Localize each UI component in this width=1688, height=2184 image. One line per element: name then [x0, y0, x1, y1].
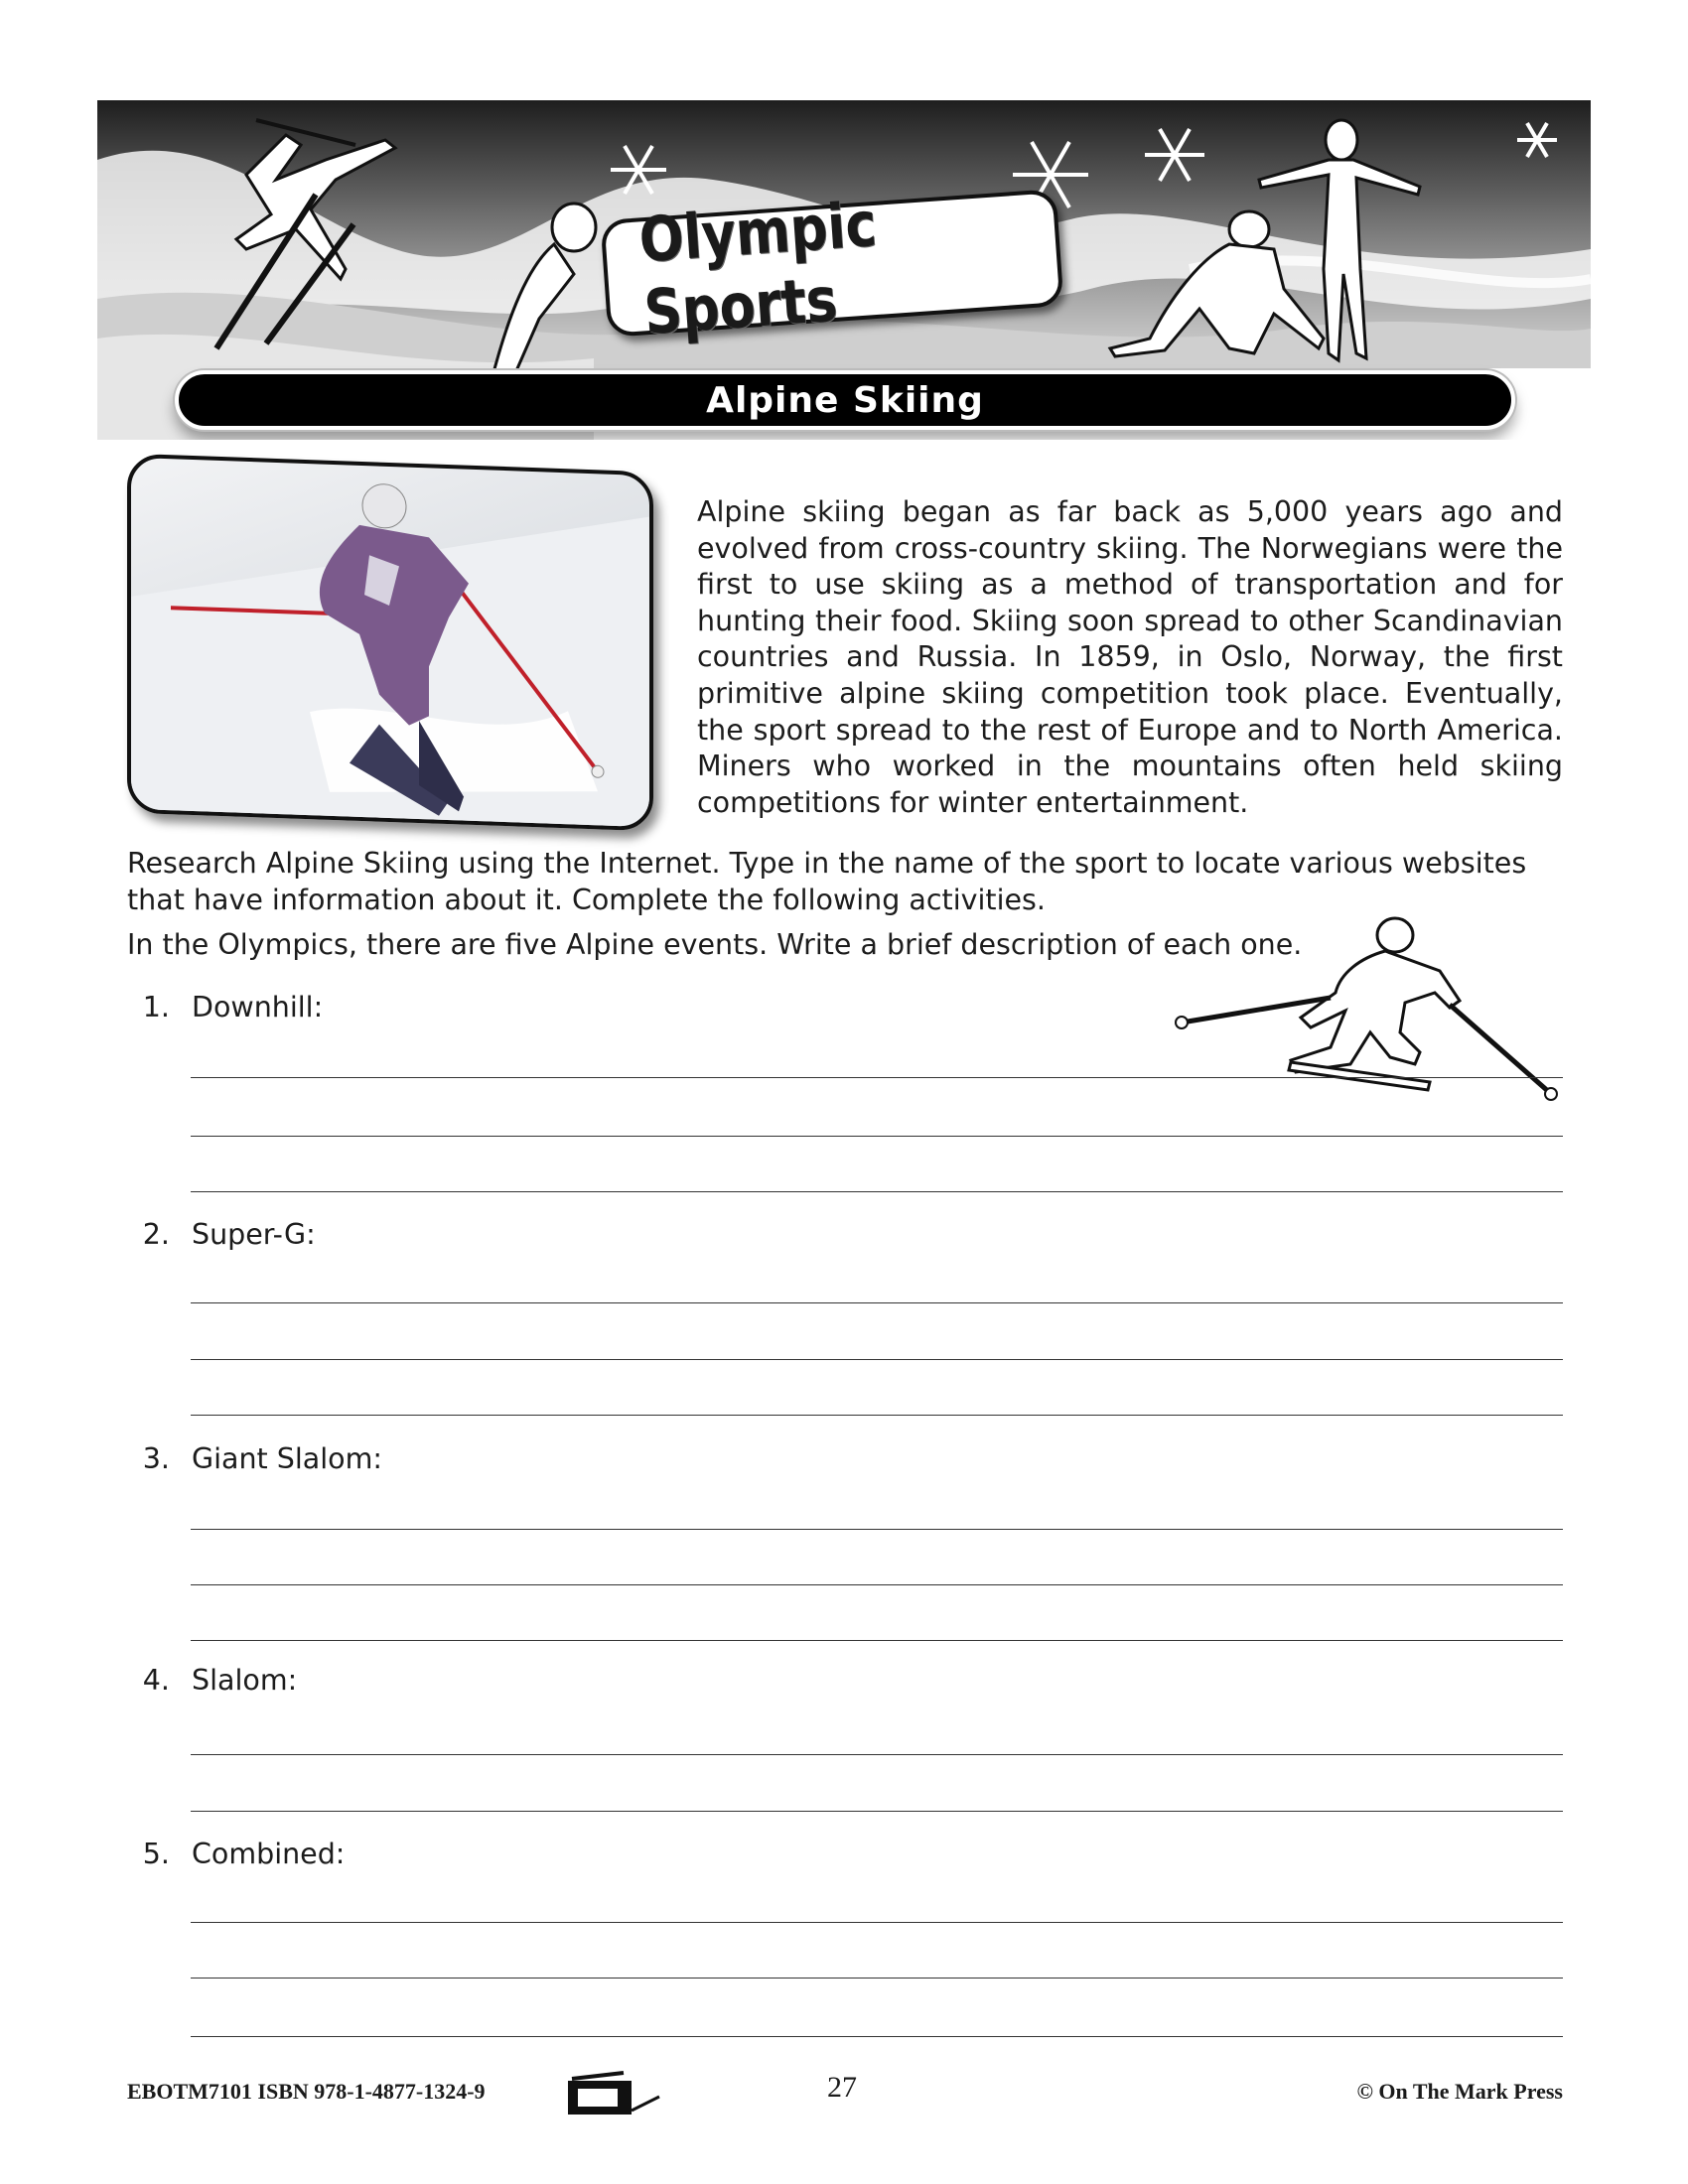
topic-title: Alpine Skiing — [706, 379, 984, 421]
answer-line-combined-3[interactable] — [191, 2036, 1563, 2037]
answer-line-giant-slalom-2[interactable] — [191, 1584, 1563, 1585]
question-number: 1. — [142, 991, 170, 1024]
answer-line-slalom-2[interactable] — [191, 1811, 1563, 1812]
answer-line-giant-slalom-3[interactable] — [191, 1640, 1563, 1641]
page-footer — [127, 2071, 1563, 2111]
series-title-plate — [600, 187, 1063, 349]
intro-paragraph: Alpine skiing began as far back as 5,000 years ago and evolved from cross-country skiing. The Norwegians were the first to use skiing as a method of transportation and for hunting their food. Skiing soon spread to other Scandinavian countries and Russia. In 1859, in Oslo, Norway, the first primitive alpine skiing competition took place. Eventually, the sport spread to the rest of Europe and to North America. Miners who worked in the mountains often held skiing competitions for winter entertainment. — [697, 495, 1563, 819]
answer-line-combined-2[interactable] — [191, 1978, 1563, 1979]
question-combined — [136, 1838, 345, 1870]
question-number: 3. — [142, 1442, 170, 1475]
answer-line-downhill-1[interactable] — [191, 1077, 1563, 1078]
copyright: © On The Mark Press — [1356, 2079, 1563, 2104]
topic-title-bar — [175, 370, 1515, 430]
question-super-g — [136, 1218, 316, 1251]
events-prompt: In the Olympics, there are five Alpine events. Write a brief description of each one. — [127, 928, 1303, 961]
answer-line-downhill-2[interactable] — [191, 1136, 1563, 1137]
question-label: Combined: — [192, 1838, 346, 1870]
answer-line-combined-1[interactable] — [191, 1922, 1563, 1923]
answer-line-super-g-2[interactable] — [191, 1359, 1563, 1360]
question-label: Super-G: — [192, 1218, 316, 1251]
skier-photo-illustration — [131, 458, 653, 831]
slalom-skier-icon — [1172, 913, 1569, 1112]
header-banner — [97, 100, 1591, 440]
computer-icon — [564, 2071, 663, 2116]
series-title: Olympic Sports — [636, 187, 879, 349]
question-number: 5. — [142, 1838, 170, 1870]
answer-line-slalom-1[interactable] — [191, 1754, 1563, 1755]
figure-skater-icon — [1259, 120, 1420, 360]
question-giant-slalom — [136, 1442, 382, 1475]
question-slalom — [136, 1664, 297, 1697]
research-instructions: Research Alpine Skiing using the Internet. Type in the name of the sport to locate various websites that have information about it. Complete the following activities. — [127, 847, 1527, 916]
page-number: 27 — [827, 2071, 857, 2104]
answer-line-giant-slalom-1[interactable] — [191, 1529, 1563, 1530]
skier-photo — [127, 454, 653, 832]
question-number: 4. — [142, 1664, 170, 1697]
answer-line-downhill-3[interactable] — [191, 1191, 1563, 1192]
answer-line-super-g-3[interactable] — [191, 1415, 1563, 1416]
product-code-isbn: EBOTM7101 ISBN 978-1-4877-1324-9 — [127, 2079, 486, 2104]
hockey-player-icon — [1110, 211, 1324, 356]
ski-jumper-icon — [216, 120, 395, 348]
question-label: Downhill: — [192, 991, 324, 1024]
question-label: Slalom: — [192, 1664, 298, 1697]
question-label: Giant Slalom: — [192, 1442, 382, 1475]
question-number: 2. — [142, 1218, 170, 1251]
answer-line-super-g-1[interactable] — [191, 1302, 1563, 1303]
question-downhill — [136, 991, 323, 1024]
